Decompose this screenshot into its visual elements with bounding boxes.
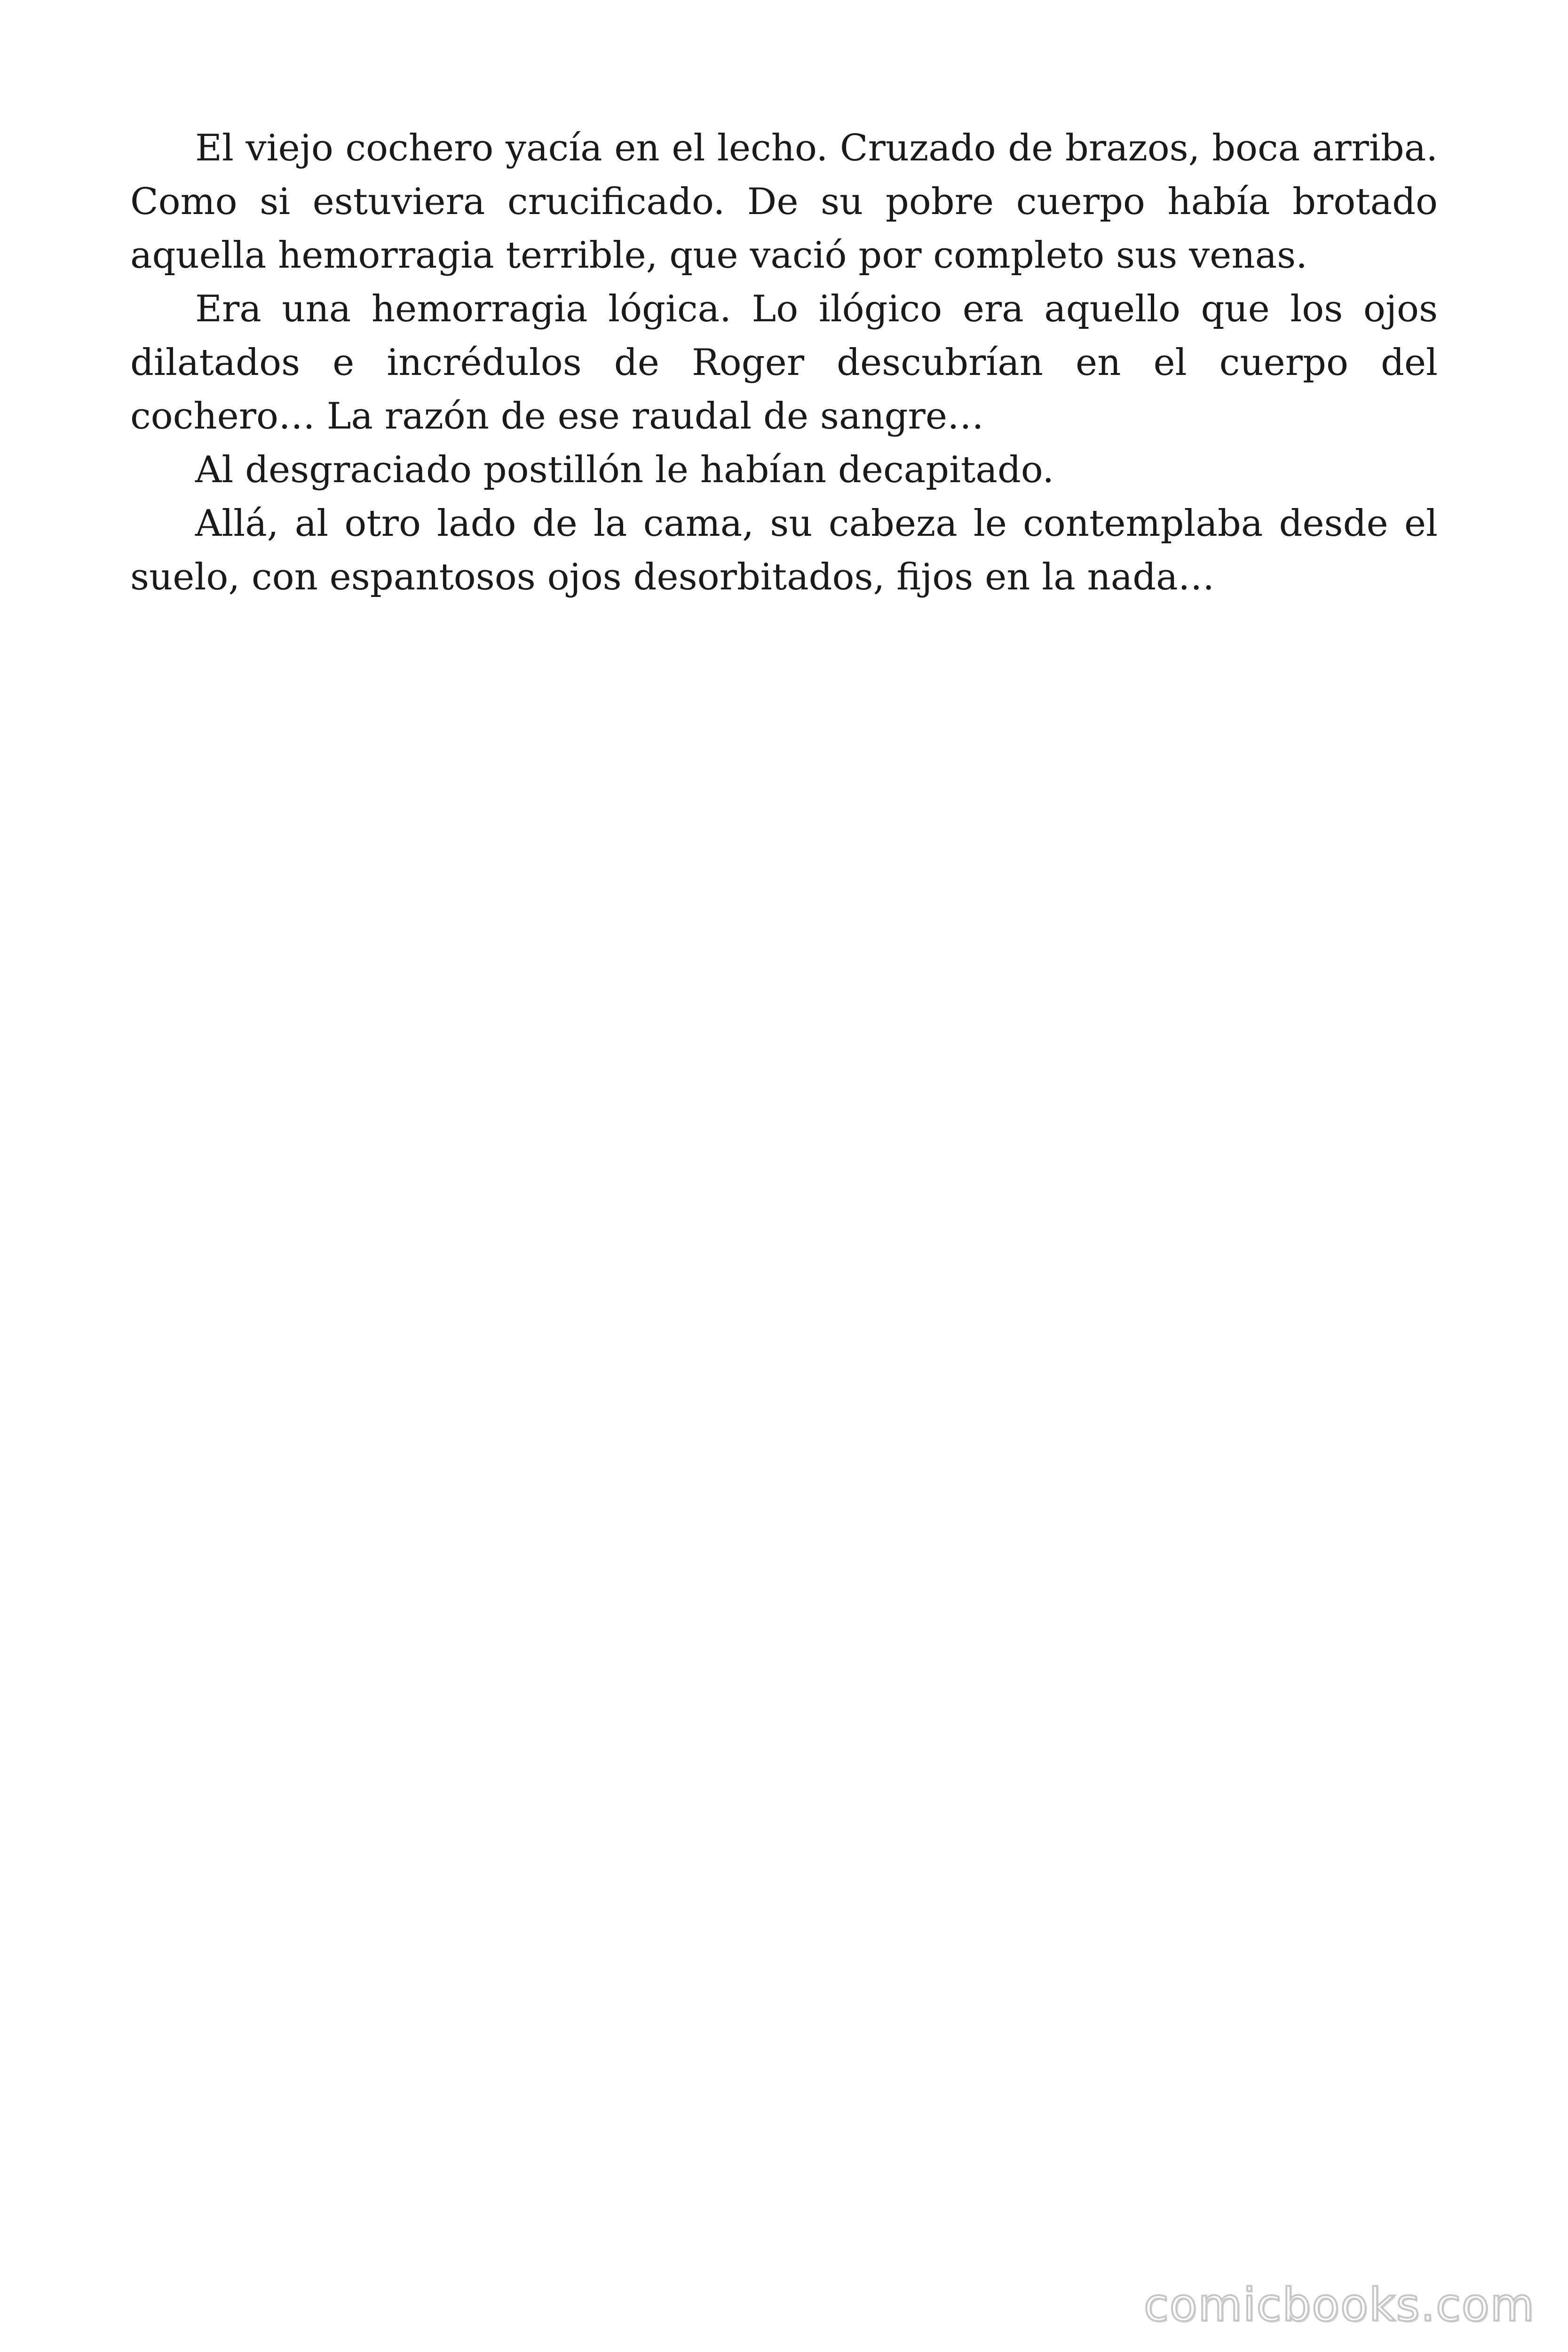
paragraph-2: Era una hemorragia lógica. Lo ilógico era aquello que los ojos dilatados e incrédulos de Roger descubrían en el cuerpo del cochero… La razón de ese raudal de sangre… bbox=[130, 288, 1438, 437]
paragraph-3: Al desgraciado postillón le habían decapitado. bbox=[195, 449, 1054, 491]
paragraph-4: Allá, al otro lado de la cama, su cabeza le contemplaba desde el suelo, con espantosos ojos desorbitados, fijos en la nada… bbox=[130, 502, 1438, 598]
paragraph-1: El viejo cochero yacía en el lecho. Cruzado de brazos, boca arriba. Como si estuviera crucificado. De su pobre cuerpo había brotado aquella hemorragia terrible, que vació por completo sus venas. bbox=[130, 127, 1438, 277]
body-text bbox=[130, 121, 1438, 604]
watermark: comicbooks.com bbox=[1143, 2279, 1535, 2331]
